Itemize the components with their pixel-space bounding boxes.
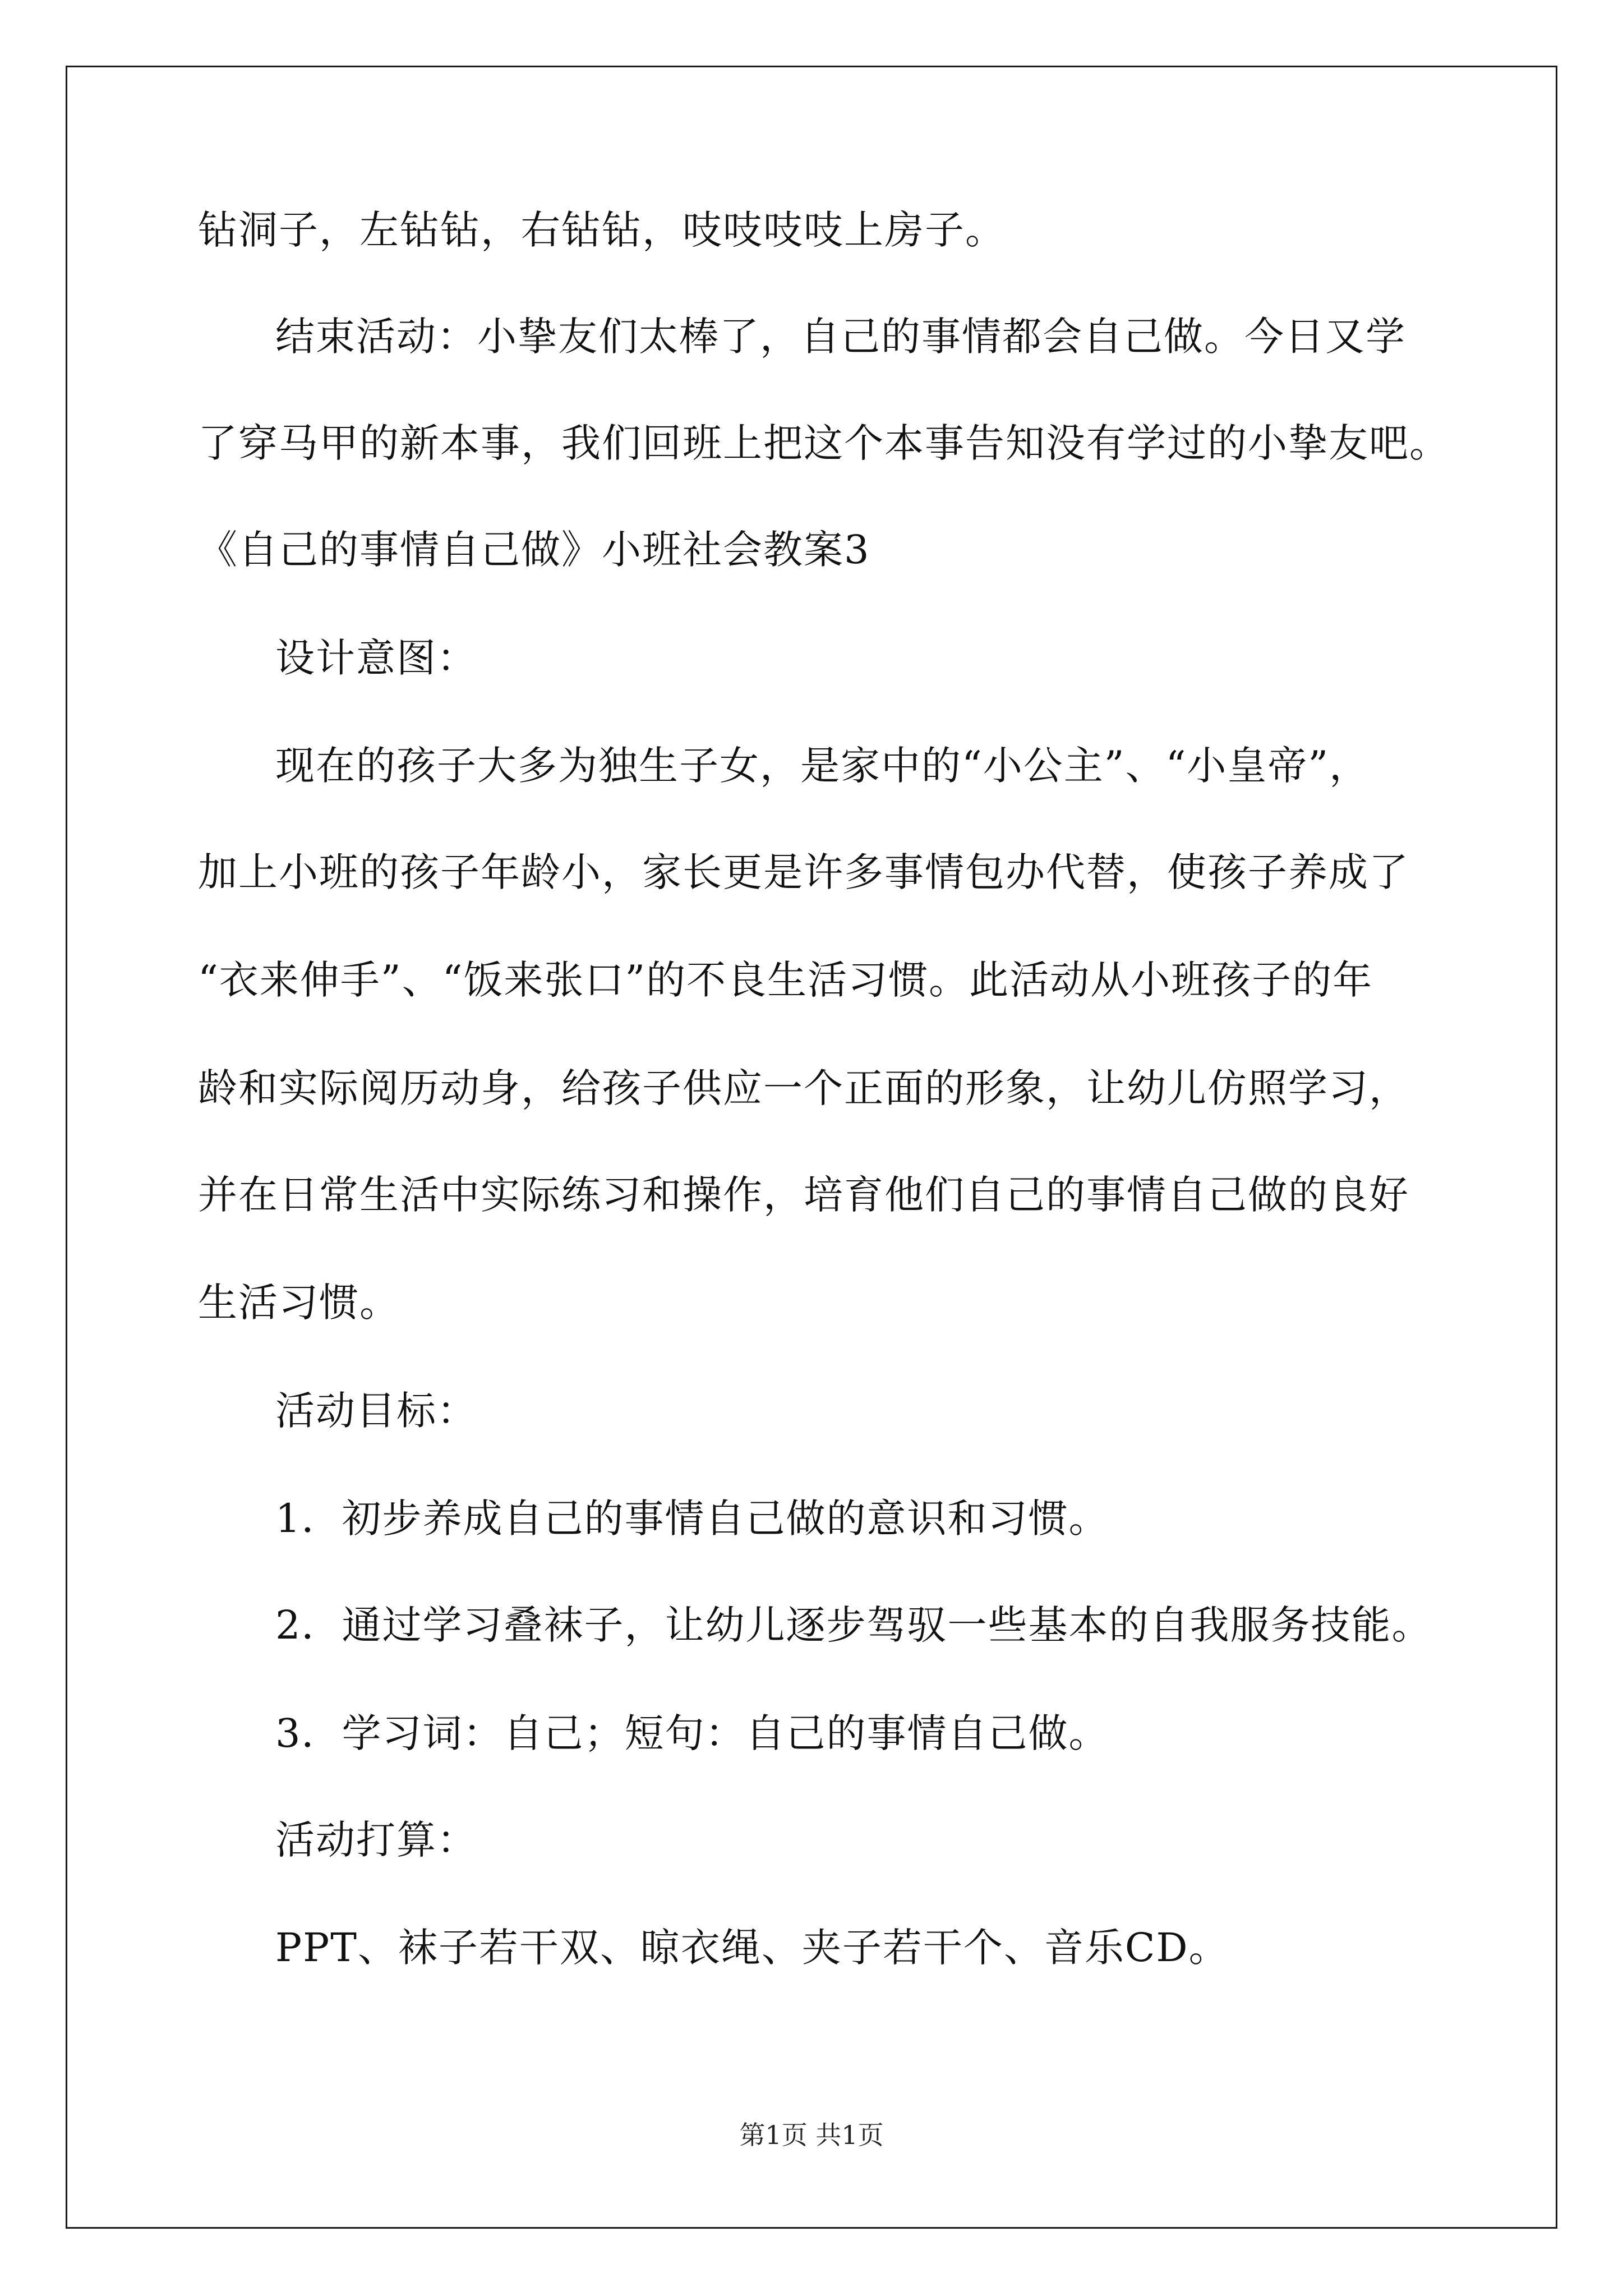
text-line: 设计意图： (275, 635, 477, 681)
section-heading: 《自己的事情自己做》小班社会教案3 (198, 527, 870, 573)
text-line: 现在的孩子大多为独生子女，是家中的“小公主”、“小皇帝”， (275, 743, 1370, 789)
text-line: 加上小班的孩子年龄小，家长更是许多事情包办代替，使孩子养成了 (198, 849, 1409, 895)
text-line: “衣来伸手”、“饭来张口”的不良生活习惯。此活动从小班孩子的年 (198, 957, 1373, 1003)
text-line: 并在日常生活中实际练习和操作，培育他们自己的事情自己做的良好 (198, 1172, 1409, 1218)
text-line: 3．学习词：自己；短句：自己的事情自己做。 (275, 1710, 1109, 1756)
text-line: 活动打算： (275, 1817, 477, 1863)
text-line: 活动目标： (275, 1388, 477, 1434)
text-line: 了穿马甲的新本事，我们回班上把这个本事告知没有学过的小挚友吧。 (198, 420, 1450, 466)
text-line: 结束活动：小挚友们太棒了，自己的事情都会自己做。今日又学 (275, 314, 1406, 360)
page-border (66, 66, 1557, 2229)
text-line: 龄和实际阅历动身，给孩子供应一个正面的形象，让幼儿仿照学习， (198, 1065, 1409, 1111)
text-line: 1．初步养成自己的事情自己做的意识和习惯。 (275, 1496, 1109, 1542)
text-line: PPT、袜子若干双、晾衣绳、夹子若干个、音乐CD。 (275, 1925, 1229, 1971)
page-footer: 第1页 共1页 (739, 2120, 884, 2150)
text-line: 生活习惯。 (198, 1280, 400, 1326)
text-line: 钻洞子，左钻钻，右钻钻，吱吱吱吱上房子。 (198, 207, 1006, 253)
text-line: 2．通过学习叠袜子，让幼儿逐步驾驭一些基本的自我服务技能。 (275, 1602, 1432, 1648)
